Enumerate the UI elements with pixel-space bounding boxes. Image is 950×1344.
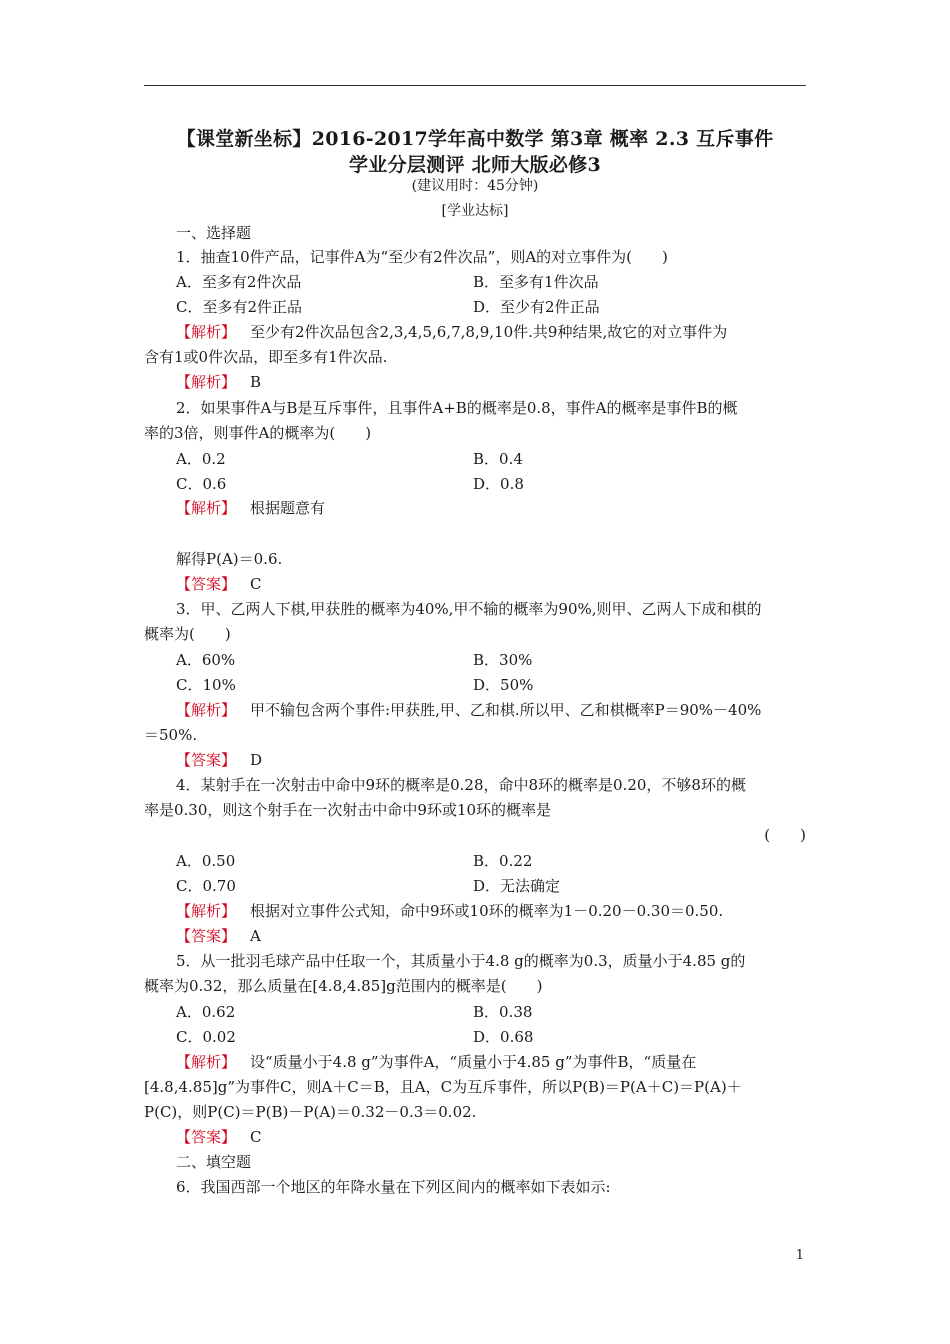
q3-analysis <box>176 700 761 720</box>
q4-stem-line2: 率是0.30，则这个射手在一次射击中命中9环或10环的概率是 <box>144 801 552 819</box>
q2-analysis-text: 根据题意有 <box>250 499 326 517</box>
q3-option-b: B．30% <box>473 651 533 669</box>
time-note: (建议用时：45分钟) <box>411 178 539 194</box>
q6-stem: 6．我国西部一个地区的年降水量在下列区间内的概率如下表如示: <box>176 1178 611 1196</box>
q1-option-c: C．至多有2件正品 <box>176 298 303 316</box>
q3-option-d: D．50% <box>473 676 534 694</box>
q3-answer-value: D <box>250 751 263 769</box>
q1-analysis-line2: 含有1或0件次品，即至多有1件次品. <box>144 348 388 366</box>
analysis-label: 【解析】 <box>176 1053 237 1071</box>
q2-option-c: C．0.6 <box>176 475 227 493</box>
q3-option-c: C．10% <box>176 676 236 694</box>
q3-answer <box>176 750 262 770</box>
q1-answer-value: B <box>250 373 262 391</box>
q1-answer <box>176 372 261 392</box>
q4-analysis <box>176 901 723 921</box>
q5-stem-line2: 概率为0.32，那么质量在[4.8,4.85]g范围内的概率是( ) <box>144 977 543 995</box>
q5-option-d: D．0.68 <box>473 1028 534 1046</box>
q5-option-c: C．0.02 <box>176 1028 236 1046</box>
q1-option-b: B．至多有1件次品 <box>473 273 599 291</box>
q5-option-b: B．0.38 <box>473 1003 533 1021</box>
q4-analysis-text: 根据对立事件公式知，命中9环或10环的概率为1－0.20－0.30＝0.50. <box>250 902 724 920</box>
q4-option-d: D．无法确定 <box>473 877 561 895</box>
q5-analysis <box>176 1052 696 1072</box>
q5-answer-value: C <box>250 1128 262 1146</box>
q2-answer-value: C <box>250 575 262 593</box>
analysis-label: 【解析】 <box>176 701 237 719</box>
section2-heading: 二、填空题 <box>176 1153 252 1171</box>
q3-stem-line1: 3．甲、乙两人下棋,甲获胜的概率为40%,甲不输的概率为90%,则甲、乙两人下成和棋的 <box>176 600 762 618</box>
q3-option-a: A．60% <box>176 651 236 669</box>
page-number: 1 <box>795 1248 804 1263</box>
q5-analysis-line3: P(C)，则P(C)＝P(B)－P(A)＝0.32－0.3＝0.02. <box>144 1103 477 1121</box>
q2-option-b: B．0.4 <box>473 450 523 468</box>
q5-stem-line1: 5．从一批羽毛球产品中任取一个，其质量小于4.8 g的概率为0.3，质量小于4.85 g的 <box>176 952 746 970</box>
section1-heading: 一、选择题 <box>176 224 252 242</box>
q3-analysis-text: 甲不输包含两个事件:甲获胜,甲、乙和棋.所以甲、乙和棋概率P＝90%－40% <box>250 701 762 719</box>
q4-option-c: C．0.70 <box>176 877 236 895</box>
analysis-label: 【解析】 <box>176 323 237 341</box>
q4-stem-line1: 4．某射手在一次射击中命中9环的概率是0.28，命中8环的概率是0.20，不够8环的概 <box>176 776 746 794</box>
q5-option-a: A．0.62 <box>176 1003 236 1021</box>
q4-option-b: B．0.22 <box>473 852 533 870</box>
analysis-label: 【解析】 <box>176 902 237 920</box>
q5-analysis-line2: [4.8,4.85]g”为事件C，则A＋C＝B，且A，C为互斥事件，所以P(B)＝P(A＋C)＝P(A)＋ <box>144 1078 742 1096</box>
answer-label: 【答案】 <box>176 575 237 593</box>
answer-label: 【答案】 <box>176 751 237 769</box>
analysis-label: 【解析】 <box>176 499 237 517</box>
q1-option-a: A．至多有2件次品 <box>176 273 302 291</box>
header-rule <box>144 85 806 86</box>
q5-answer <box>176 1127 262 1147</box>
answer-label: 【解析】 <box>176 373 237 391</box>
q2-stem-line2: 率的3倍，则事件A的概率为( ) <box>144 424 372 442</box>
q2-solve: 解得P(A)＝0.6. <box>176 550 283 568</box>
document-title-line1: 【课堂新坐标】2016-2017学年高中数学 第3章 概率 2.3 互斥事件 <box>176 128 774 150</box>
q2-analysis <box>176 498 325 518</box>
answer-label: 【答案】 <box>176 1128 237 1146</box>
q1-analysis-text: 至少有2件次品包含2,3,4,5,6,7,8,9,10件.共9种结果,故它的对立事件为 <box>250 323 728 341</box>
q4-answer-value: A <box>250 927 261 945</box>
q3-analysis-line2: ＝50%. <box>144 726 198 744</box>
answer-label: 【答案】 <box>176 927 237 945</box>
q2-option-a: A．0.2 <box>176 450 226 468</box>
q2-stem-line1: 2．如果事件A与B是互斥事件，且事件A+B的概率是0.8，事件A的概率是事件B的概 <box>176 399 738 417</box>
q1-option-d: D．至少有2件正品 <box>473 298 600 316</box>
q1-stem: 1．抽查10件产品，记事件A为“至少有2件次品”，则A的对立事件为( ) <box>176 248 668 266</box>
q4-option-a: A．0.50 <box>176 852 236 870</box>
q2-answer <box>176 574 262 594</box>
q1-analysis <box>176 322 727 342</box>
q3-stem-line2: 概率为( ) <box>144 625 231 643</box>
q4-answer-paren: ( ) <box>764 826 806 844</box>
q5-analysis-text: 设“质量小于4.8 g”为事件A，“质量小于4.85 g”为事件B，“质量在 <box>250 1053 697 1071</box>
q2-option-d: D．0.8 <box>473 475 524 493</box>
q4-answer <box>176 926 261 946</box>
section-tag: [学业达标] <box>441 203 509 219</box>
document-title-line2: 学业分层测评 北师大版必修3 <box>348 154 602 176</box>
